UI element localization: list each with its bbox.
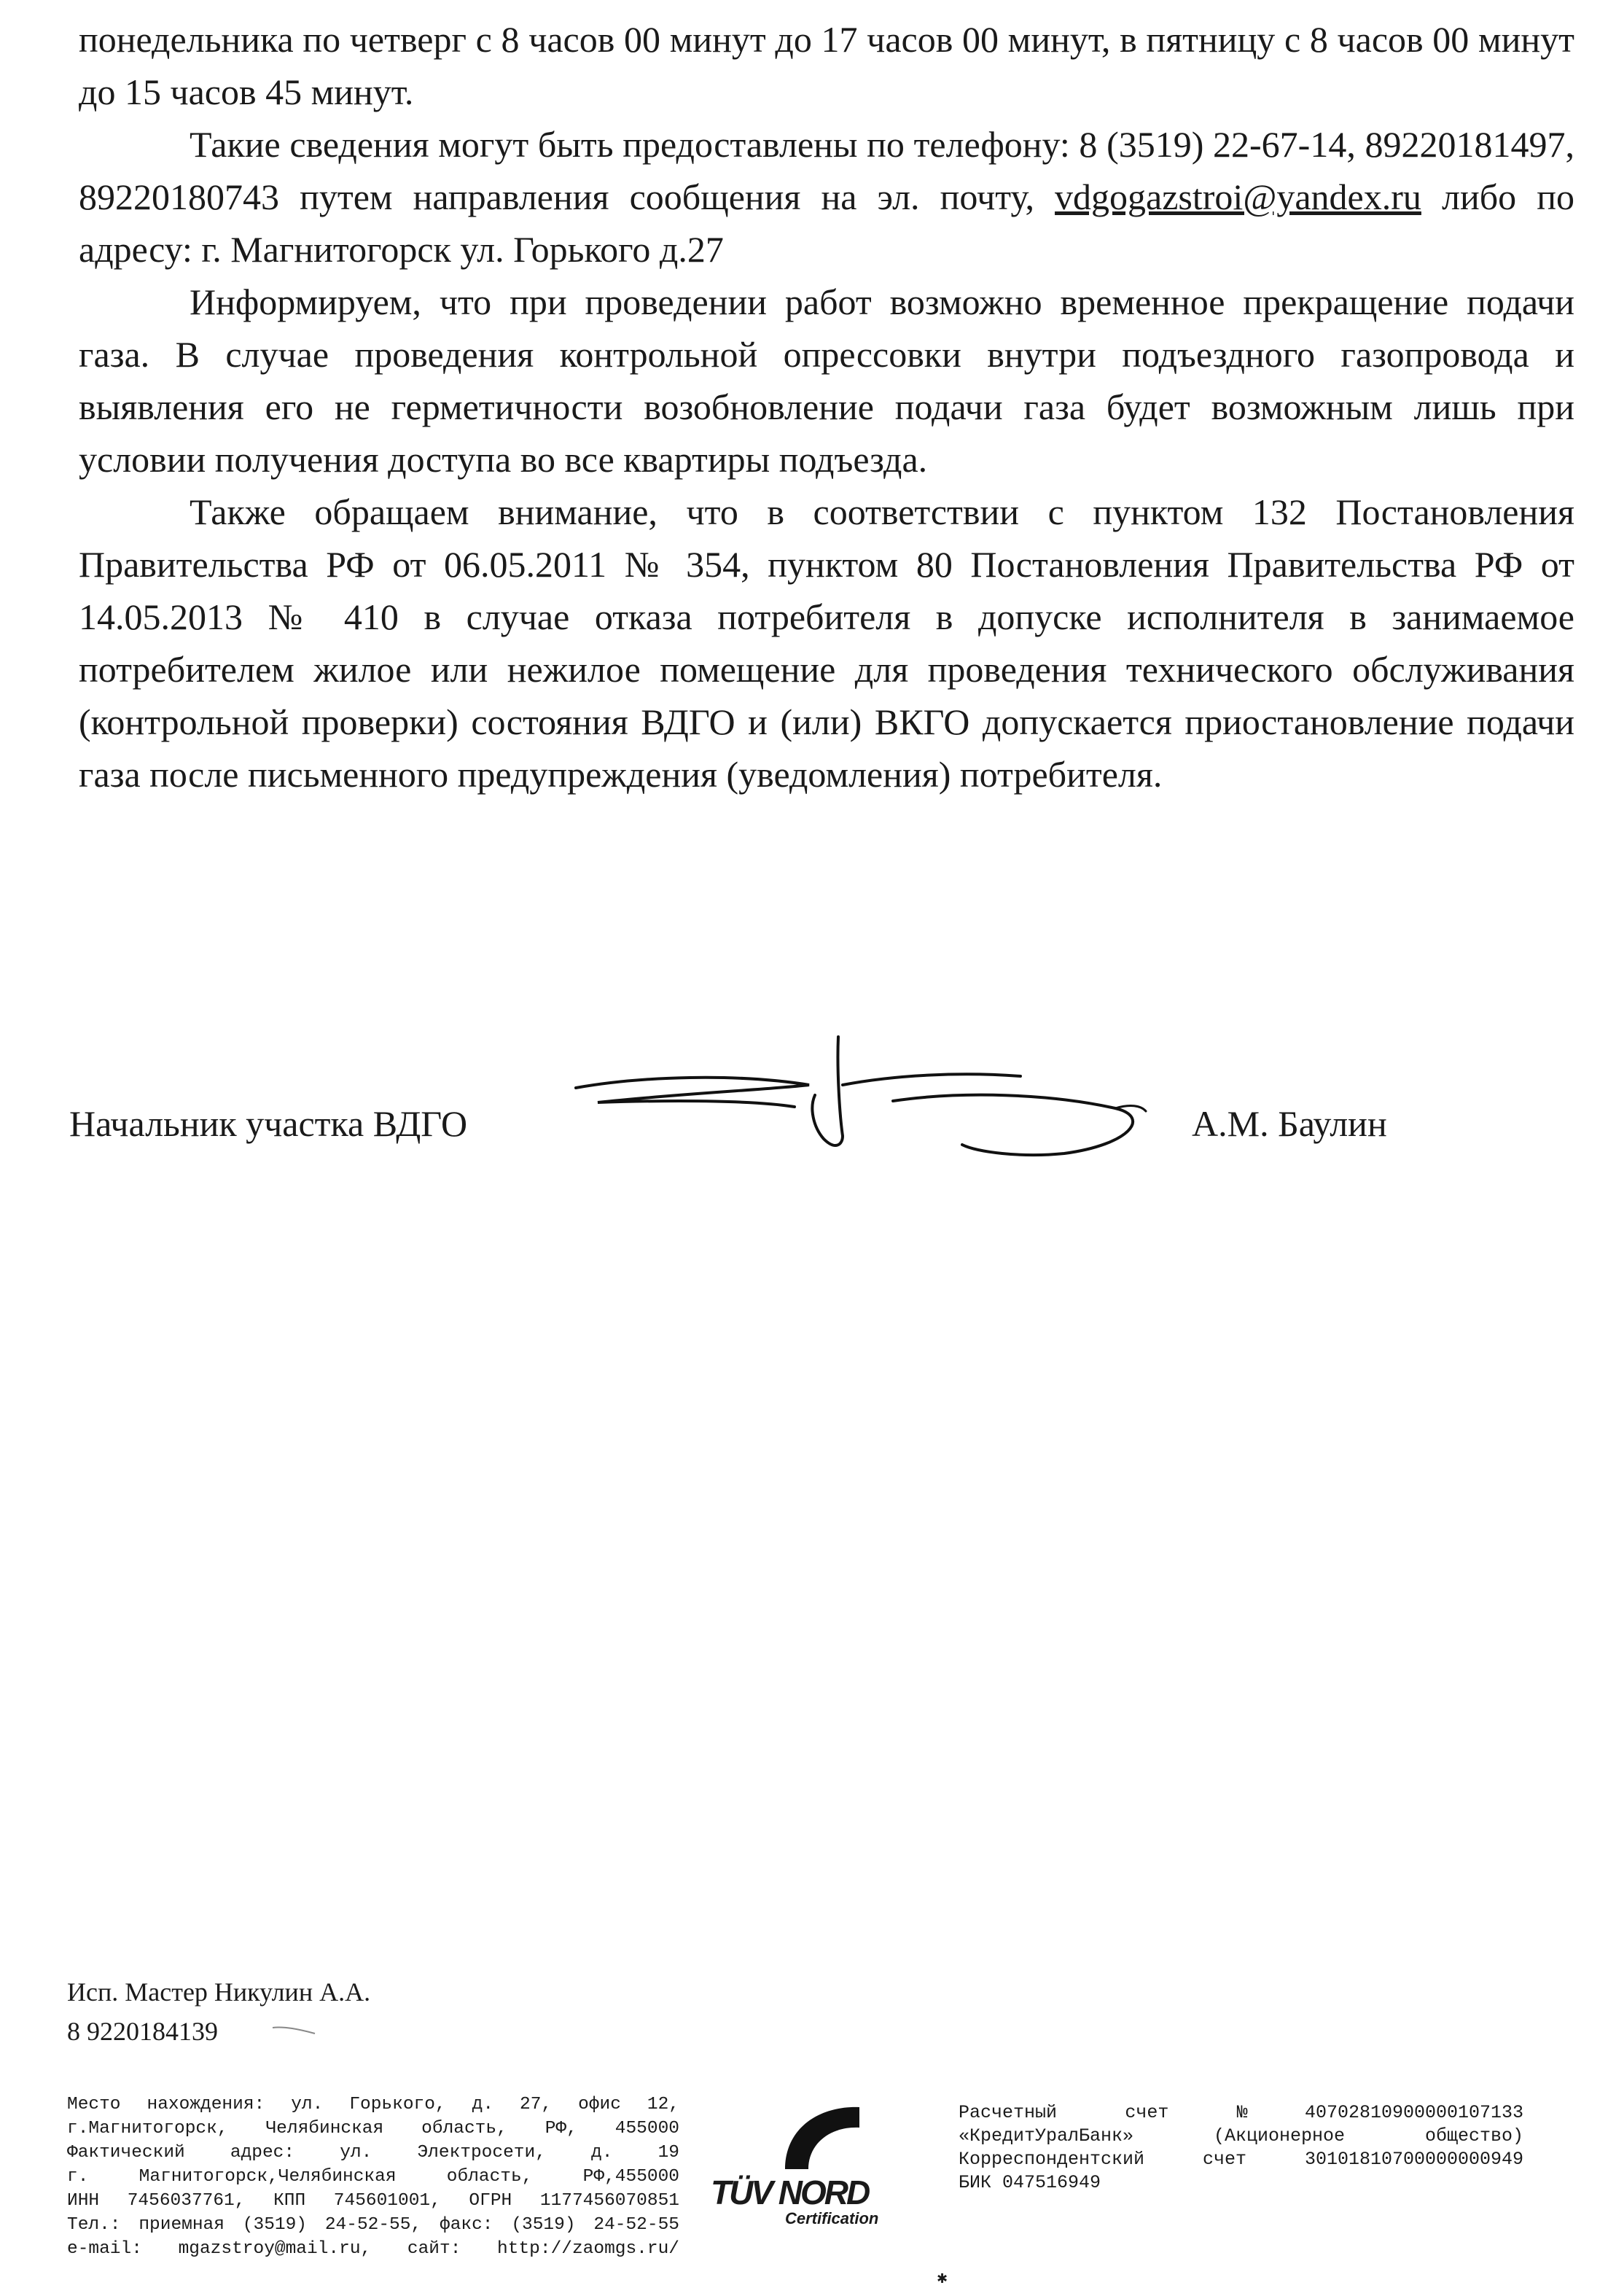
email-link[interactable]: vdgogazstroi@yandex.ru	[1055, 176, 1421, 217]
footer-line: Место нахождения: ул. Горького, д. 27, офис 12,	[67, 2095, 679, 2114]
letter-body	[79, 13, 1574, 801]
footer-line: ИНН 7456037761, КПП 745601001, ОГРН 1177456070851	[67, 2191, 679, 2211]
executor-info	[67, 1972, 370, 2051]
paragraph-gas-interruption: Информируем, что при проведении работ возможно временное прекращение подачи газа. В случае проведения контрольной опрессовки внутри подъездного газопровода и выявления его не герметичности возобновление подачи газа будет возможным лишь при условии получения доступа во все квартиры подъезда.	[79, 281, 1574, 480]
paragraph-legal-notice: Также обращаем внимание, что в соответствии с пунктом 132 Постановления Правительства РФ от 06.05.2011 № 354, пунктом 80 Постановления Правительства РФ от 14.05.2013 № 410 в случае отказа потребителя в допуске исполнителя в занимаемое потребителем жилое или нежилое помещение для проведения технического обслуживания (контрольной проверки) состояния ВДГО и (или) ВКГО допускается приостановление подачи газа после письменного предупреждения (уведомления) потребителя.	[79, 491, 1574, 795]
scan-artifact-icon: ✱	[937, 2271, 948, 2286]
contacts-text: Такие сведения могут быть предоставлены по телефону: 8 (3519) 22-67-14, 89220181497, 89220180743 путем направления сообщения на эл. почту,	[79, 124, 1574, 217]
footer-company-details	[67, 2093, 679, 2261]
address-text: либо по адресу: г. Магнитогорск ул. Горького д.27	[79, 176, 1574, 270]
executor-name: Исп. Мастер Никулин А.А.	[67, 1977, 371, 2007]
tuv-arc-icon	[778, 2100, 865, 2173]
footer-line: г. Магнитогорск,Челябинская область, РФ,455000	[67, 2167, 679, 2187]
tuv-nord-logo	[711, 2100, 915, 2238]
footer-bank-details	[959, 2101, 1523, 2195]
pen-mark-icon	[270, 2023, 321, 2036]
footer-line: г.Магнитогорск, Челябинская область, РФ, 455000	[67, 2119, 679, 2139]
footer-line: Корреспондентский счет 30101810700000000949	[959, 2149, 1523, 2170]
footer-line: e-mail: mgazstroy@mail.ru, сайт: http://zaomgs.ru/	[67, 2239, 679, 2259]
signatory-name: А.М. Баулин	[1192, 1103, 1387, 1144]
footer-line: БИК 047516949	[959, 2172, 1101, 2193]
paragraph-contacts	[79, 118, 1574, 276]
executor-phone: 8 9220184139	[67, 2017, 218, 2046]
footer-line: Расчетный счет №40702810900000107133	[959, 2102, 1523, 2123]
signatory-position: Начальник участка ВДГО	[69, 1103, 468, 1144]
footer-line: «КредитУралБанк» (Акционерное общество)	[959, 2125, 1523, 2147]
footer-line: Фактический адрес: ул. Электросети, д. 19	[67, 2143, 679, 2163]
handwritten-signature	[554, 1028, 1181, 1167]
tuv-wordmark: TÜV NORD	[711, 2174, 869, 2211]
paragraph-working-hours: понедельника по четверг с 8 часов 00 минут до 17 часов 00 минут, в пятницу с 8 часов 00 минут до 15 часов 45 минут.	[79, 19, 1574, 112]
tuv-certification-caption: Certification	[785, 2209, 879, 2227]
footer-line: Тел.: приемная (3519) 24-52-55, факс: (3519) 24-52-55	[67, 2215, 679, 2235]
